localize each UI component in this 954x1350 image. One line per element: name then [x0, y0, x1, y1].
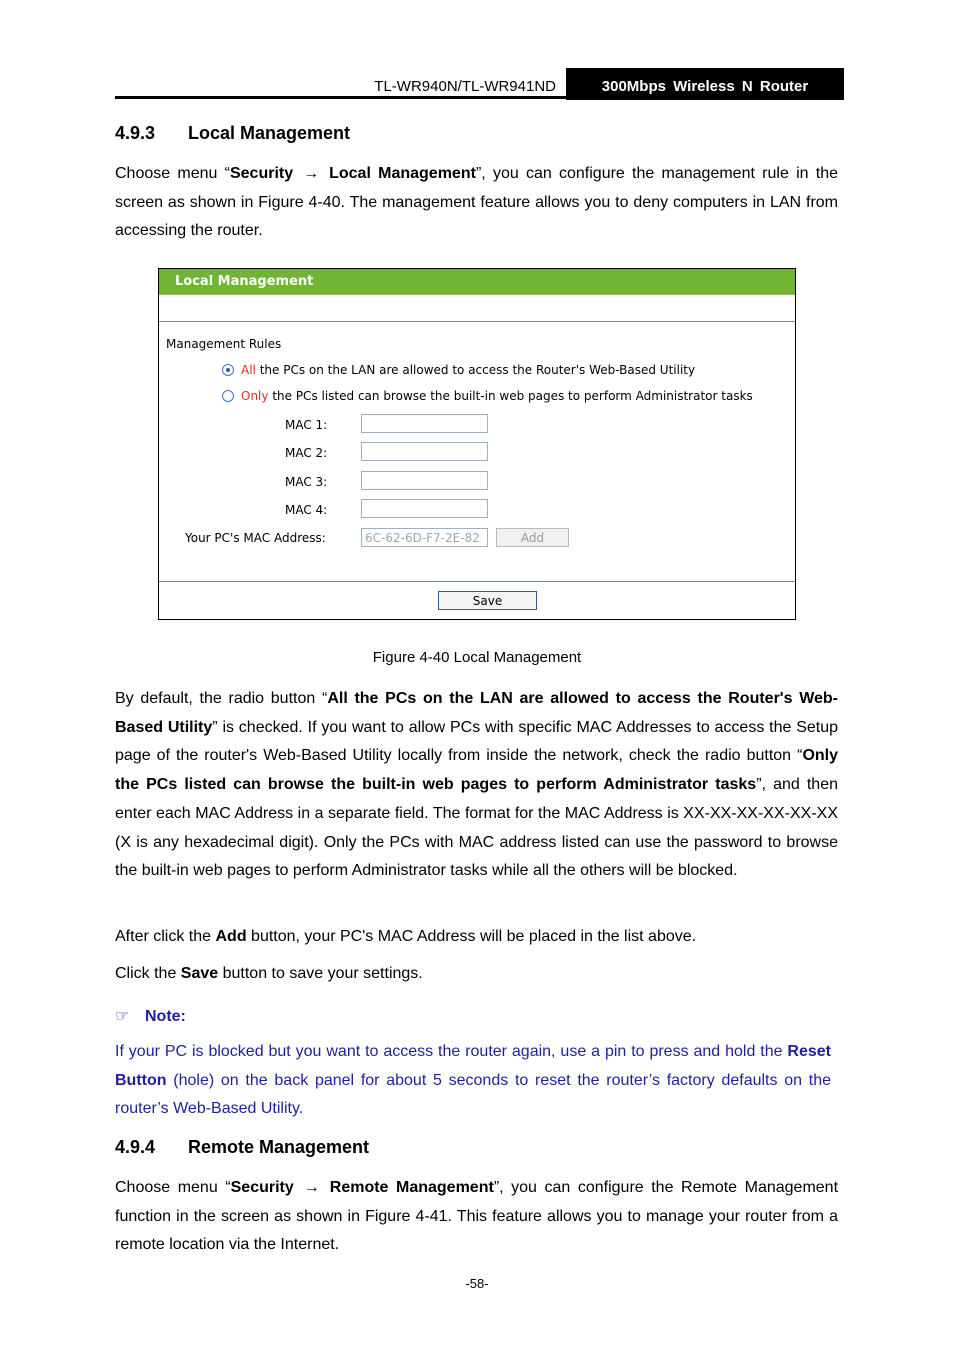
menu-security: Security	[229, 165, 294, 182]
your-mac-input[interactable]: 6C-62-6D-F7-2E-82	[361, 528, 488, 547]
note-paragraph	[115, 1038, 831, 1124]
your-mac-label: Your PC's MAC Address:	[185, 531, 326, 545]
section-heading-local-management	[115, 123, 350, 144]
intro-text-rest: ”, you can configure the management rule in the screen as shown in Figure 4-40. The management feature allows you to deny computers in LAN from accessing the router.	[115, 165, 839, 240]
p1-text-c: ” is checked. If you want to allow PCs with specific MAC Addresses to access the Setup page of the router's Web-Based Utility locally from inside the network, check the radio button “	[115, 718, 839, 765]
option-only-label	[241, 389, 753, 403]
note-label: Note:	[145, 1008, 186, 1025]
header-rule	[115, 96, 566, 99]
p2-bold: Add	[215, 928, 247, 945]
intro-paragraph-remote	[115, 1174, 838, 1260]
panel-divider-bottom	[159, 581, 795, 582]
section-number: 4.9.3	[115, 123, 156, 143]
mac1-label: MAC 1:	[285, 418, 328, 432]
section-title: Local Management	[188, 123, 351, 143]
note-text-a: If your PC is blocked but you want to access the router again, use a pin to press and hold the	[115, 1043, 788, 1060]
p1-bold-d: Only the PCs listed can browse the built-in web pages to perform Administrator tasks	[115, 747, 838, 794]
mac2-input[interactable]	[361, 442, 488, 461]
option-all-text: the PCs on the LAN are allowed to access the Router's Web-Based Utility	[255, 363, 696, 377]
mac4-input[interactable]	[361, 499, 488, 518]
intro-paragraph-local	[115, 160, 838, 246]
p3-text-a: Click the	[115, 965, 181, 982]
header-model: TL-WR940N/TL-WR941ND	[374, 78, 556, 95]
menu-security: Security	[230, 1179, 294, 1196]
intro-text: Choose menu “	[115, 165, 230, 182]
radio-only-listed-pcs[interactable]	[222, 390, 234, 402]
mac3-input[interactable]	[361, 471, 488, 490]
figure-caption: Figure 4-40 Local Management	[372, 649, 582, 666]
default-radio-paragraph	[115, 685, 838, 886]
section-number: 4.9.4	[115, 1137, 156, 1157]
p3-text-c: button to save your settings.	[218, 965, 423, 982]
p3-bold: Save	[180, 965, 219, 982]
p1-text-e: ”, and then enter each MAC Address in a separate field. The format for the MAC Address is XX-XX-XX-XX-XX-XX (X is any hexadecimal digit). Only the PCs with MAC address listed can use the password to browse the built-in web pages to perform Administrator tasks while all the others will be blocked.	[115, 776, 839, 880]
note-bold-reset-button: Reset Button	[115, 1043, 831, 1089]
local-management-panel	[158, 268, 796, 620]
mac3-label: MAC 3:	[285, 475, 328, 489]
intro-text-rest: ”, you can configure the Remote Management function in the screen as shown in Figure 4-41. This feature allows you to manage your router from a remote location via the Internet.	[115, 1179, 839, 1254]
panel-divider-top	[159, 321, 795, 322]
mac1-input[interactable]	[361, 414, 488, 433]
mac4-label: MAC 4:	[285, 503, 328, 517]
option-only-highlight: Only	[241, 389, 269, 403]
option-all-pcs-label	[241, 363, 695, 377]
intro-text: Choose menu “	[115, 1179, 231, 1196]
radio-all-pcs[interactable]	[222, 364, 234, 376]
page-number: -58-	[465, 1276, 489, 1291]
option-only-text: the PCs listed can browse the built-in web pages to perform Administrator tasks	[268, 389, 753, 403]
menu-remote-management: Remote Management	[329, 1179, 494, 1196]
note-heading	[115, 1006, 186, 1026]
arrow-icon: →	[303, 165, 320, 182]
option-all-highlight: All	[241, 363, 256, 377]
pointing-hand-icon: ☞	[115, 1008, 130, 1025]
save-button[interactable]: Save	[438, 591, 537, 610]
p2-text-a: After click the	[115, 928, 216, 945]
add-button[interactable]: Add	[496, 528, 569, 547]
p1-bold-b: All the PCs on the LAN are allowed to access the Router's Web-Based Utility	[115, 690, 839, 736]
management-rules-label: Management Rules	[166, 337, 282, 351]
header-product: 300Mbps Wireless N Router	[566, 68, 844, 100]
p2-text-c: button, your PC's MAC Address will be placed in the list above.	[246, 928, 697, 945]
mac2-label: MAC 2:	[285, 446, 328, 460]
section-heading-remote-management	[115, 1137, 369, 1158]
section-title: Remote Management	[188, 1137, 370, 1157]
arrow-icon: →	[303, 1179, 320, 1196]
save-button-paragraph	[115, 960, 838, 989]
menu-local-management: Local Management	[329, 165, 476, 182]
add-button-paragraph	[115, 923, 838, 952]
note-text-c: (hole) on the back panel for about 5 seconds to reset the router’s factory defaults on the router’s Web-Based Utility.	[115, 1071, 831, 1118]
p1-text-a: By default, the radio button “	[115, 690, 328, 707]
panel-title: Local Management	[159, 269, 795, 295]
